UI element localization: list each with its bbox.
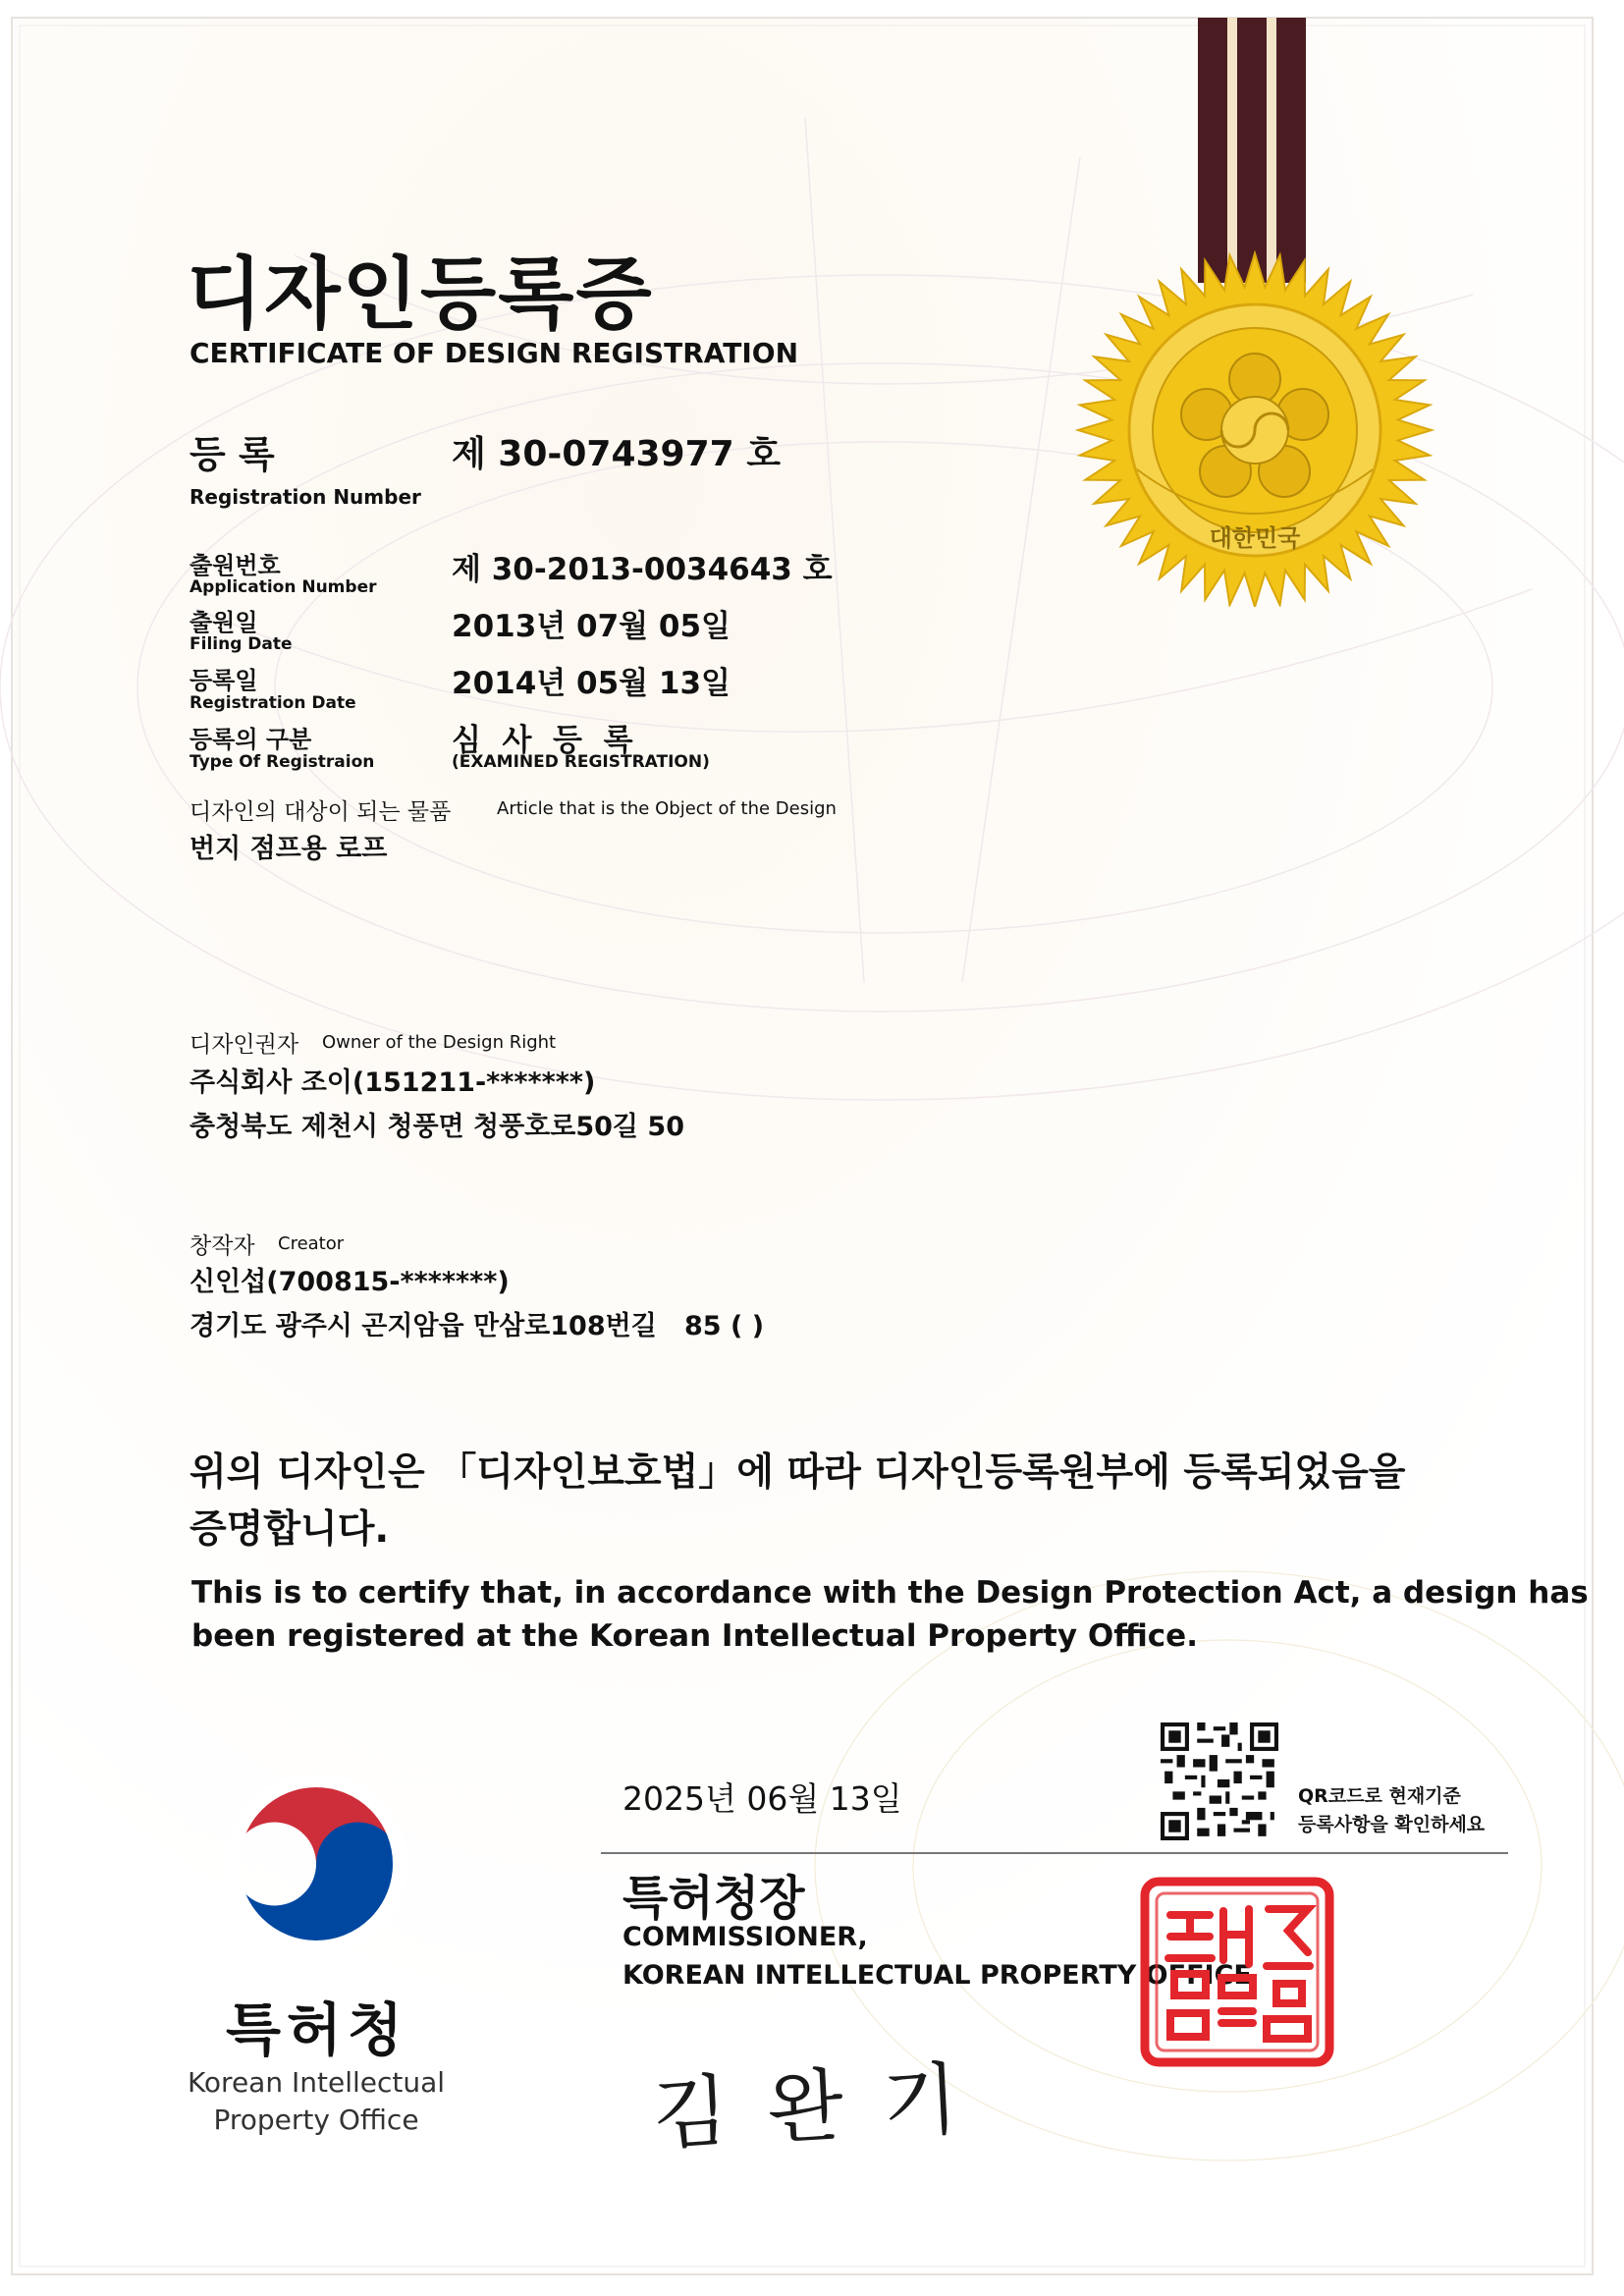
issue-date: 2025년 06월 13일 [623, 1779, 902, 1818]
owner-label-en: Owner of the Design Right [322, 1032, 557, 1053]
registration-type-label-en: Type Of Registraion [189, 752, 375, 772]
registration-type-value: 심 사 등 록 [452, 723, 633, 758]
signature-divider [601, 1852, 1508, 1854]
application-number-label-ko: 출원번호 [189, 552, 281, 579]
statement-en-line2: been registered at the Korean Intellectual Property Office. [191, 1618, 1198, 1654]
seal-ribbon-text: 대한민국 [1209, 524, 1301, 552]
registration-number: 제 30-0743977 호 [452, 434, 781, 474]
qr-note-line2: 등록사항을 확인하세요 [1298, 1814, 1486, 1835]
registration-label-en: Registration Number [189, 485, 421, 509]
filing-date-value: 2013년 07월 05일 [452, 609, 731, 644]
creator-address: 경기도 광주시 곤지암읍 만삼로108번길 85 ( ) [189, 1311, 765, 1341]
owner-label-ko: 디자인권자 [189, 1032, 299, 1058]
creator-name: 신인섭(700815-*******) [189, 1267, 510, 1297]
taegeuk-logo-icon [218, 1766, 414, 1962]
article-label-en: Article that is the Object of the Design [497, 798, 837, 819]
registration-date-label-ko: 등록일 [189, 667, 258, 694]
commissioner-title-ko: 특허청장 [623, 1871, 805, 1926]
qr-code-icon[interactable] [1161, 1722, 1278, 1840]
certificate-title-ko: 디자인등록증 [187, 248, 654, 340]
official-red-stamp-icon [1139, 1876, 1335, 2068]
article-value: 번지 점프용 로프 [189, 834, 388, 864]
certificate-title-en: CERTIFICATE OF DESIGN REGISTRATION [189, 337, 799, 369]
creator-label-ko: 창작자 [189, 1233, 255, 1259]
kipo-name-en-line2: Property Office [213, 2104, 419, 2136]
kipo-name-en-line1: Korean Intellectual [187, 2066, 446, 2099]
registration-label-ko: 등 록 [189, 433, 275, 476]
application-number-value: 제 30-2013-0034643 호 [452, 552, 833, 587]
registration-date-label-en: Registration Date [189, 693, 356, 713]
creator-label-en: Creator [278, 1233, 345, 1254]
filing-date-label-ko: 출원일 [189, 609, 258, 636]
seal-ribbon [1198, 18, 1306, 283]
signature: 김완기 [650, 2050, 1001, 2161]
owner-address: 충청북도 제천시 청풍면 청풍호로50길 50 [189, 1112, 684, 1142]
national-emblem-seal-icon [1051, 18, 1473, 607]
commissioner-title-en-line2: KOREAN INTELLECTUAL PROPERTY OFFICE [623, 1960, 1252, 1991]
kipo-name-ko: 특허청 [226, 1996, 409, 2063]
statement-ko-line2: 증명합니다. [189, 1507, 390, 1552]
owner-name: 주식회사 조이(151211-*******) [189, 1067, 596, 1098]
article-label-ko: 디자인의 대상이 되는 물품 [189, 799, 452, 825]
application-number-label-en: Application Number [189, 577, 377, 597]
registration-date-value: 2014년 05월 13일 [452, 666, 731, 701]
registration-type-value-en: (EXAMINED REGISTRATION) [452, 752, 710, 772]
commissioner-title-en-line1: COMMISSIONER, [623, 1922, 868, 1952]
statement-ko-line1: 위의 디자인은 「디자인보호법」에 따라 디자인등록원부에 등록되었음을 [189, 1450, 1406, 1495]
registration-type-label-ko: 등록의 구분 [189, 726, 312, 753]
qr-note-line1: QR코드로 현재기준 [1298, 1785, 1461, 1807]
statement-en-line1: This is to certify that, in accordance with the Design Protection Act, a design has [191, 1575, 1589, 1611]
filing-date-label-en: Filing Date [189, 634, 293, 654]
